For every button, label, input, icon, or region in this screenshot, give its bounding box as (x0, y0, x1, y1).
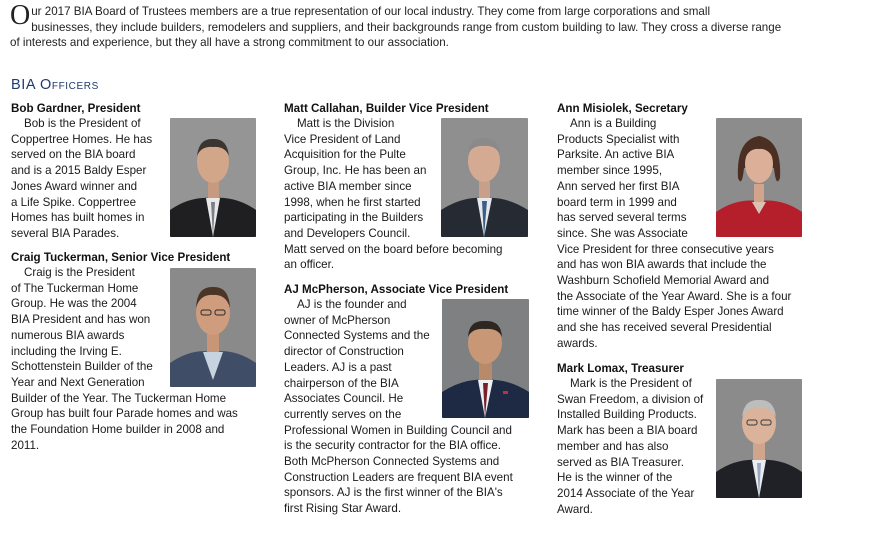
officer-name-aj-mcpherson: AJ McPherson, Associate Vice President (284, 283, 509, 296)
bio-line: Mark has been a BIA board (557, 424, 698, 438)
bio-line: chairperson of the BIA (284, 376, 399, 390)
bio-line: Associates Council. He (284, 392, 404, 406)
bio-line: Acquisition for the Pulte (284, 148, 406, 162)
officer-photo-mark-lomax (716, 379, 802, 498)
officer-bio-mark-lomax (557, 376, 703, 517)
bio-line: and has won BIA awards that include the (557, 258, 767, 272)
bio-line: and is a 2015 Baldy Esper (11, 164, 147, 178)
bio-line: Coppertree Homes. He has (11, 132, 153, 146)
bio-line: Parksite. An active BIA (557, 148, 675, 162)
bio-line: Craig is the President (24, 266, 135, 279)
officer-name-ann-misiolek: Ann Misiolek, Secretary (557, 102, 688, 115)
intro-dropcap: O (10, 0, 31, 31)
officer-name-matt-callahan: Matt Callahan, Builder Vice President (284, 102, 489, 115)
bio-line: Installed Building Products. (557, 408, 697, 422)
officer-name-craig-tuckerman: Craig Tuckerman, Senior Vice President (11, 251, 231, 264)
intro-line-3: of interests and experience, but they all have a strong commitment to our association. (10, 36, 449, 49)
bio-line: of The Tuckerman Home (11, 281, 139, 295)
bio-line: served as BIA Treasurer. (557, 455, 684, 469)
bio-line: including the Irving E. (11, 344, 122, 358)
bio-line: currently serves on the (284, 407, 402, 421)
bio-line: board term in 1999 and (557, 195, 677, 209)
bio-line: sponsors. AJ is the first winner of the BIA's (284, 486, 503, 500)
intro-line-2: businesses, they include builders, remodelers and suppliers, and their backgrounds range from custom building to law. They cross a diverse range (31, 20, 782, 34)
bio-line: Matt served on the board before becoming (284, 242, 503, 256)
bio-line: awards. (557, 336, 598, 350)
bio-line: numerous BIA awards (11, 328, 125, 342)
bio-line: Group. He was the 2004 (11, 297, 137, 311)
bio-line: AJ is the founder and (297, 298, 407, 311)
bio-line: is the security contractor for the BIA office. (284, 439, 501, 453)
officer-photo-craig-tuckerman (170, 268, 256, 387)
bio-line: time winner of the Baldy Esper Jones Award (557, 305, 784, 319)
bio-line: served on the BIA board (11, 148, 136, 162)
bio-line: Vice President of Land (284, 132, 401, 146)
bio-line: Mark is the President of (570, 377, 692, 390)
bio-line: Award. (557, 502, 593, 516)
bio-line: participating in the Builders (284, 211, 424, 225)
bio-line: BIA President and has won (11, 313, 151, 327)
bio-line: member and has also (557, 439, 669, 453)
bio-line: Swan Freedom, a division of (557, 392, 704, 406)
bio-line: and she has received several Presidential (557, 321, 772, 335)
bio-line: and Developers Council. (284, 226, 411, 240)
officer-name-mark-lomax: Mark Lomax, Treasurer (557, 362, 684, 375)
bio-line: has served several terms (557, 211, 687, 225)
bio-line: since. She was Associate (557, 226, 688, 240)
bio-line: director of Construction (284, 345, 404, 359)
bio-line: Washburn Schofield Memorial Award and (557, 274, 770, 288)
bio-line: Jones Award winner and (11, 179, 138, 193)
bio-line: Vice President for three consecutive years (557, 242, 774, 256)
bio-line: Builder of the Year. The Tuckerman Home (11, 391, 227, 405)
bio-line: the Associate of the Year Award. She is a four (557, 289, 792, 303)
bio-line: Schottenstein Builder of the (11, 360, 153, 374)
bio-line: active BIA member since (284, 179, 412, 193)
bio-line: 1998, when he first started (284, 195, 421, 209)
bio-line: first Rising Star Award. (284, 502, 402, 516)
bio-line: 2011. (11, 438, 40, 452)
bio-line: an officer. (284, 258, 335, 272)
bio-line: the Foundation Home builder in 2008 and (11, 423, 225, 437)
bio-line: 2014 Associate of the Year (557, 486, 695, 500)
officer-photo-aj-mcpherson (442, 299, 529, 418)
bio-line: a Life Spike. Coppertree (11, 195, 137, 209)
bio-line: Group has built four Parade homes and was (11, 407, 238, 421)
bio-line: Leaders. AJ is a past (284, 360, 392, 374)
bio-line: He is the winner of the (557, 471, 673, 485)
bio-line: Ann served her first BIA (557, 179, 680, 193)
officer-bio-bob-gardner (11, 116, 152, 242)
bio-line: Products Specialist with (557, 132, 680, 146)
bio-line: Ann is a Building (570, 117, 657, 130)
bio-line: Connected Systems and the (284, 329, 430, 343)
bio-line: Year and Next Generation (11, 375, 145, 389)
bio-line: Matt is the Division (297, 117, 395, 130)
bio-line: member since 1995, (557, 164, 663, 178)
bio-line: Group, Inc. He has been an (284, 164, 427, 178)
section-title: BIA Officers (11, 77, 99, 93)
bio-line: Both McPherson Connected Systems and (284, 455, 500, 469)
officer-photo-bob-gardner (170, 118, 256, 237)
bio-line: Professional Women in Building Council and (284, 423, 512, 437)
bio-line: Homes has built homes in (11, 211, 145, 225)
bio-line: Bob is the President of (24, 117, 141, 130)
officer-name-bob-gardner: Bob Gardner, President (11, 102, 141, 115)
bio-line: Construction Leaders are frequent BIA event (284, 470, 513, 484)
officer-photo-matt-callahan (441, 118, 528, 237)
bio-line: owner of McPherson (284, 313, 391, 327)
intro-paragraph (10, 0, 868, 51)
bio-line: several BIA Parades. (11, 226, 120, 240)
officer-photo-ann-misiolek (716, 118, 802, 237)
intro-line-1: ur 2017 BIA Board of Trustees members are a true representation of our local industry. They come from large corporations and small (31, 5, 711, 18)
